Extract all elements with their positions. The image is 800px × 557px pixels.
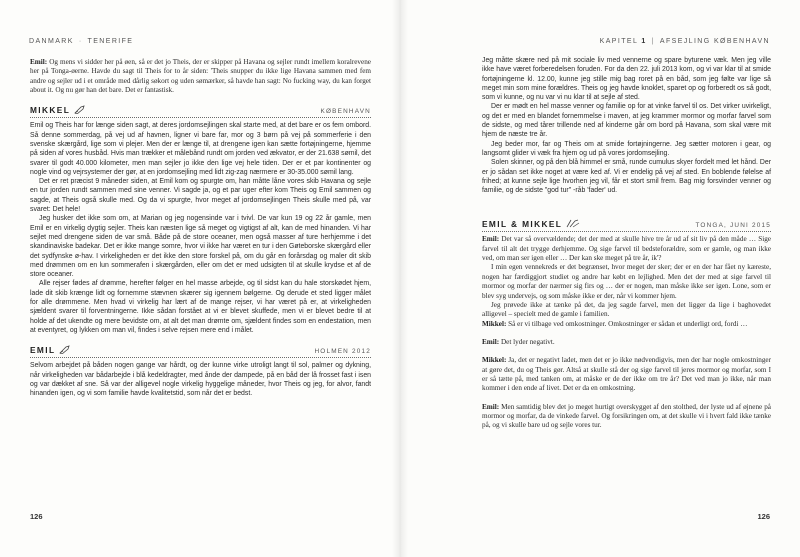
- body-paragraph: Det er ret præcist 9 måneder siden, at Emil kom og spurgte om, han måtte låne vores skib Havana og sejle en tur jorden rundt sammen med sine venner. Vi sagde ja, og et par uger efter kom Theis og Emil sammen og sagde, at Theis også skulle med. Og da vi spurgte, hvor meget af jordomsejlingen Theis skulle med på, var svaret: Det hele!: [30, 178, 371, 214]
- running-head-separator: |: [651, 38, 655, 45]
- body-paragraph: Emil og Theis har for længe siden sagt, at deres jordomsejlingen skal starte med, at det bare er os fem ombord. Så denne sommerdag, på vej ud af havnen, ligner vi bare far, mor og 3 børn på vej på sommerferie i den svenske skærgård, lige som vi plejer. Men der er længe til, at drengene igen kan sætte fortøjningerne, hjemme på siden af vores husbåd. Hvis man trækker et målebånd rundt om jorden ved ækvator, er der 21.638 sømil, det svarer til godt 40.000 kilometer, men man sejler jo ikke den lige vej hele tiden. Der er et par kontinenter og nogle vind og vejrsystemer der gør, at en jordomsejling med lidt zig-zag nærmere er 30-35.000 sømil lang.: [30, 122, 371, 176]
- paragraph-spacer: [482, 347, 771, 356]
- dialogue-paragraph: [482, 301, 771, 320]
- section-rule: [30, 357, 371, 358]
- section-location: HOLMEN 2012: [314, 348, 371, 356]
- section-rule: [482, 231, 771, 232]
- dialogue-paragraph: [482, 263, 771, 300]
- dialogue-text: Det var så overvældende; det der med at skulle hive tre år ud af sit liv på den måde … Sige farvel til alt det trygge derhjemme. Og sige farvel til bedsteforældre, som er gamle, og man ikke ved, om man ser igen eller … Der kan ske meget på tre år, ik'?: [482, 235, 771, 263]
- section-label-text: EMIL & MIKKEL: [482, 219, 563, 230]
- body-paragraph: Alle rejser fødes af drømme, herefter følger en hel masse arbejde, og til sidst kan du hale storskødet hjem, lade dit skib krænge lidt og fornemme stævnen skærer sig igennem bølgerne. Og derude et sted ligger målet for alle drømmene. Men hvad vi virkelig har lært af de mange rejser, vi har været på er, at virkeligheden sjældent svarer til forventningerne. Ikke sådan forstået at vi er blevet skuffede, men vi er blevet bedre til at holde af det ukendte og mere bevidste om, at alt det man drømte om, sjældent findes som en endestation, men at eventyret, og lykken om man vil, findes i selve rejsen mere end i målet.: [30, 280, 371, 334]
- body-paragraph: Jeg måtte skære ned på mit sociale liv med vennerne og spare byturene væk. Men jeg ville ikke have været forberedelsen foruden. For da den 22. juli 2013 kom, og vi var klar til at smide fortøjningerne kl. 12.00, kunne jeg stille mig bag roret på en båd, som jeg følte var lige så meget min som mine forældres. Theis og jeg havde knoklet, sparet op og forberedt os så godt, som vi kunne, og nu var vi nu klar til at sejle af sted.: [482, 57, 771, 102]
- running-head-separator: ·: [78, 38, 83, 45]
- section-label-text: EMIL: [30, 345, 56, 356]
- body-paragraph: Solen skinner, og på den blå himmel er små, runde cumulus skyer fordelt med let hånd. Der er jo sådan set ikke noget at være ked af. Vi er endelig på vej af sted. En boblende følelse af frihed; at kunne sejle lige hvorhen jeg vil, får et stort smil frem. Bag mig forsvinder venner og familie, og de sidste "god tur" -råb 'fader' ud.: [482, 159, 771, 195]
- section-label: [482, 219, 580, 229]
- body-paragraph: Der er mødt en hel masse venner og familie op for at vinke farvel til os. Det virker uvirkeligt, og det er med en blandet fornemmelse i maven, at jeg krammer mormor og morfar farvel som de sidste, og med tårer trillende ned af kinderne går om bord på Havana, som skal være mit hjem de næste tre år.: [482, 103, 771, 139]
- dialogue-paragraph: [482, 338, 771, 347]
- book-gutter: [392, 0, 408, 557]
- left-running-head: [29, 38, 133, 45]
- intro-paragraph: [30, 58, 371, 95]
- right-page: [400, 0, 800, 557]
- paragraph-spacer: [482, 329, 771, 338]
- speaker-label: Mikkel:: [482, 356, 507, 365]
- section-location: TONGA, JUNI 2015: [695, 222, 771, 230]
- speaker-label: Emil:: [482, 337, 500, 346]
- section-heading-mikkel: [30, 104, 371, 116]
- dialogue-text: Så er vi tilbage ved omkostninger. Omkostninger er sådan et underligt ord, fordi …: [506, 319, 748, 328]
- left-body: [30, 58, 371, 398]
- running-head-place: TENERIFE: [87, 38, 134, 45]
- dialogue-text: Det lyder negativt.: [499, 337, 555, 346]
- body-paragraph: Jeg beder mor, far og Theis om at smide fortøjningerne. Jeg sætter motoren i gear, og langsomt glider vi væk fra hjem og ud på vores jordomsejling.: [482, 140, 771, 157]
- right-page-number: 126: [757, 512, 770, 521]
- running-head-country: DANMARK: [29, 38, 74, 45]
- section-heading-emil: [30, 344, 371, 356]
- running-head-chapter-number: 1: [641, 38, 647, 45]
- speaker-label: Emil:: [30, 58, 48, 66]
- dialogue-text: Ja, det er negativt ladet, men det er jo ikke nødvendigvis, men der har nogle omkostninger at gøre det, du og Theis gør. Altså at skulle stå der og sige farvel til jeres mormor og morfar, som I er så tætte på, med tanken om, at måske er de der ikke om tre år? Det ved man jo ikke, når man kommer i den ende af livet. Det er da en omkostning.: [482, 356, 771, 393]
- pen-nib-icon: [74, 105, 86, 114]
- section-label: [30, 345, 71, 355]
- dialogue-paragraph: [482, 356, 771, 393]
- body-paragraph: Jeg husker det ikke som om, at Marian og jeg nogensinde var i tvivl. De var kun 19 og 22 år gamle, men Emil er en virkelig dygtig sejler. Theis kan næsten lige så meget og vigtigst af alt, kan de med hinanden. Vi har sejlet med drengene siden de var små. Både på de store oceaner, men også masser af ture herhjemme i det skandinaviske badekar. Det er ikke mange somre, hvor vi ikke har været en tur i den Gøteborske skærgård eller det sydfynske ø-hav. I virkeligheden er det ikke den store forskel på, om du går en forårsdag og maler dit skib med drømmen om en lun sommerafen i skærgården, eller om det er med udsigten til at skulle krydse et af de store oceaner.: [30, 215, 371, 279]
- section-rule: [30, 117, 371, 118]
- quill-pair-icon: [566, 219, 580, 228]
- dialogue-paragraph: [482, 320, 771, 329]
- right-body: [482, 56, 771, 431]
- section-label: [30, 105, 86, 115]
- speaker-label: Emil:: [482, 402, 500, 411]
- dialogue-text: Men samtidig blev det jo meget hurtigt overskygget af den stolthed, der lyste ud af øjnene på mormor og morfar, da de vinkede farvel. Og forsikringen om, at det skulle vi i hvert fald ikke tænke på, og vi skulle bare ud og sejle vores tur.: [482, 402, 771, 430]
- pen-nib-icon: [59, 345, 71, 354]
- dialogue-text: I min egen vennekreds er det begrænset, hvor meget der sker; der er en der har fået ny kæreste, nogen har færdiggjort studiet og andre har købt en lejlighed. Men det der med at sige farvel til mormor og morfar der nærmer sig firs og … der er nogen, man måske ikke ser igen. Lone, som er blev syg undervejs, og som måske ikke er der, når vi kommer hjem.: [482, 263, 771, 300]
- section-location: KØBENHAVN: [320, 108, 371, 116]
- running-head-chapter: KAPITEL: [599, 38, 639, 45]
- intro-text: Og mens vi sidder her på øen, så er det jo Theis, der er skipper på Havana og sejler rundt imellem koralrevene her på Tonga-øerne. Havde du sagt til Theis for to år siden: 'Theis snupper du ikke lige Havana sammen med fem andre og sejler ud i et område med dårlig søkort og uden sømærker, så havde han sagt: No fucking way, du kan forget about it. Og nu gør han det bare. Det er fantastisk.: [30, 58, 371, 95]
- dialogue-paragraph: [482, 403, 771, 431]
- left-page-number: 126: [30, 512, 43, 521]
- body-paragraph: Selvom arbejdet på båden nogen gange var hårdt, og der kunne virke utroligt langt til sol, palmer og dykning, når virkeligheden var bådarbejde i blå kedeldragter, med ånde der dampede, på en båd der lå frosset fast i isen og var dækket af sne. Så var der alligevel nogle virkelig hyggelige måneder, hvor Theis og jeg, for alvor, fandt hinanden igen, og vi som familie havde kvalitetstid, som når det er bedst.: [30, 362, 371, 398]
- dialogue-paragraph: [482, 235, 771, 263]
- speaker-label: Mikkel:: [482, 319, 507, 328]
- right-running-head: [600, 38, 770, 45]
- dialogue-text: Jeg prøvede ikke at tænke på det, da jeg sagde farvel, men det ligger da lige i baghovedet alligevel – specielt med de gamle i familien.: [482, 300, 771, 319]
- section-heading-emil-mikkel: [482, 218, 771, 230]
- running-head-title: AFSEJLING KØBENHAVN: [659, 38, 770, 45]
- section-label-text: MIKKEL: [30, 105, 71, 116]
- paragraph-spacer: [482, 394, 771, 403]
- speaker-label: Emil:: [482, 235, 500, 244]
